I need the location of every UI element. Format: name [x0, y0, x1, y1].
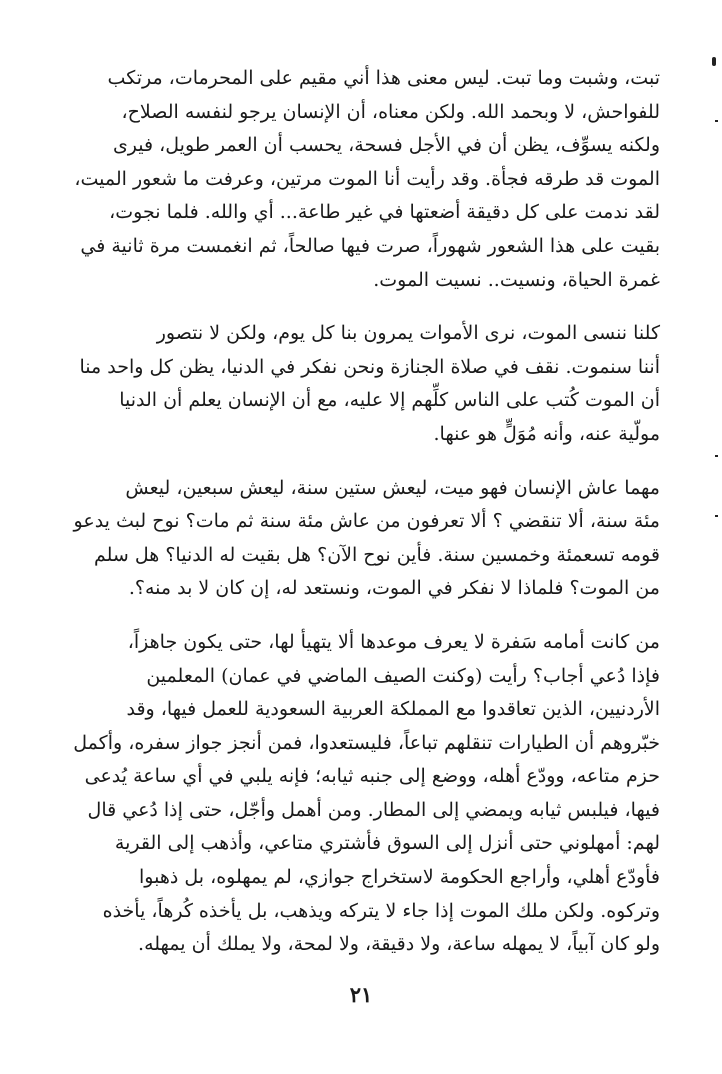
text-line: خبّروهم أن الطيارات تنقلهم تباعاً، فليستعدوا، فمن أنجز جواز سفره، وأكمل — [73, 731, 660, 754]
paragraph-4 — [60, 626, 660, 962]
text-line: أننا سنموت. نقف في صلاة الجنازة ونحن نفكر في الدنيا، يظن كل واحد منا — [79, 355, 660, 378]
text-line: قومه تسعمئة وخمسين سنة. فأين نوح الآن؟ هل بقيت له الدنيا؟ هل سلم — [94, 543, 660, 566]
text-line: ولو كان آبياً، لا يمهله ساعة، ولا دقيقة، ولا لمحة، ولا يملك أن يمهله. — [138, 933, 660, 956]
text-line: تبت، وشبت وما تبت. ليس معنى هذا أني مقيم على المحرمات، مرتكب — [107, 67, 660, 89]
text-line: بقيت على هذا الشعور شهوراً، صرت فيها صالحاً، ثم انغمست مرة ثانية في — [80, 234, 660, 257]
text-line: من الموت؟ فلماذا لا نفكر في الموت، ونستعد له، إن كان لا بد منه؟. — [128, 577, 660, 600]
text-line: فإذا دُعي أجاب؟ رأيت (وكنت الصيف الماضي في عمان) المعلمين — [146, 664, 660, 687]
text-line: حزم متاعه، وودّع أهله، ووضع إلى جنبه ثيابه؛ فإنه يلبي في أي ساعة يُدعى — [84, 765, 660, 788]
margin-mark — [712, 57, 716, 66]
paragraph-2 — [60, 317, 660, 451]
text-line: لهم: أمهلوني حتى أنزل إلى السوق فأشتري متاعي، وأذهب إلى القرية — [114, 832, 660, 855]
text-line: مئة سنة، ألا تنقضي ؟ ألا تعرفون من عاش مئة سنة ثم مات؟ نوح لبث يدعو — [73, 510, 660, 533]
page-number: ٢١ — [349, 982, 373, 1007]
text-line: غمرة الحياة، ونسيت.. نسيت الموت. — [373, 268, 660, 291]
text-line: وتركوه. ولكن ملك الموت إذا جاء لا يتركه ويذهب، بل يأخذه كُرهاً، يأخذه — [102, 899, 660, 922]
text-line: من كانت أمامه سَفرة لا يعرف موعدها ألا يتهيأ لها، حتى يكون جاهزاً، — [127, 630, 660, 653]
margin-mark — [715, 120, 718, 122]
margin-mark — [715, 515, 718, 517]
paragraph-1 — [60, 62, 660, 297]
text-line: ولكنه يسوِّف، يظن أن في الأجل فسحة، يحسب أن العمر طويل، فيرى — [112, 134, 660, 157]
text-line: الأردنيين، الذين تعاقدوا مع المملكة العربية السعودية للعمل فيها، وقد — [126, 698, 660, 721]
text-line: للفواحش، لا وبحمد الله. ولكن معناه، أن الإنسان يرجو لنفسه الصلاح، — [121, 100, 660, 123]
text-line: كلنا ننسى الموت، نرى الأموات يمرون بنا كل يوم، ولكن لا نتصور — [156, 322, 660, 345]
text-line: لقد ندمت على كل دقيقة أضعتها في غير طاعة... أي والله. فلما نجوت، — [109, 201, 660, 224]
margin-mark — [715, 455, 718, 457]
text-line: فأودّع أهلي، وأراجع الحكومة لاستخراج جوازي، لم يمهلوه، بل ذهبوا — [139, 866, 660, 889]
text-line: مهما عاش الإنسان فهو ميت، ليعش ستين سنة، ليعش سبعين، ليعش — [125, 476, 660, 499]
text-line: الموت قد طرقه فجأة. وقد رأيت أنا الموت مرتين، وعرفت ما شعور الميت، — [74, 167, 660, 190]
text-line: مولّية عنه، وأنه مُوَلٍّ هو عنها. — [433, 422, 660, 445]
paragraph-3 — [60, 472, 660, 606]
text-line: أن الموت كُتب على الناس كلِّهم إلا عليه، مع أن الإنسان يعلم أن الدنيا — [119, 389, 660, 412]
page-body — [60, 62, 660, 962]
text-line: فيها، فيلبس ثيابه ويمضي إلى المطار. ومن أهمل وأجّل، حتى إذا دُعي قال — [87, 798, 660, 821]
